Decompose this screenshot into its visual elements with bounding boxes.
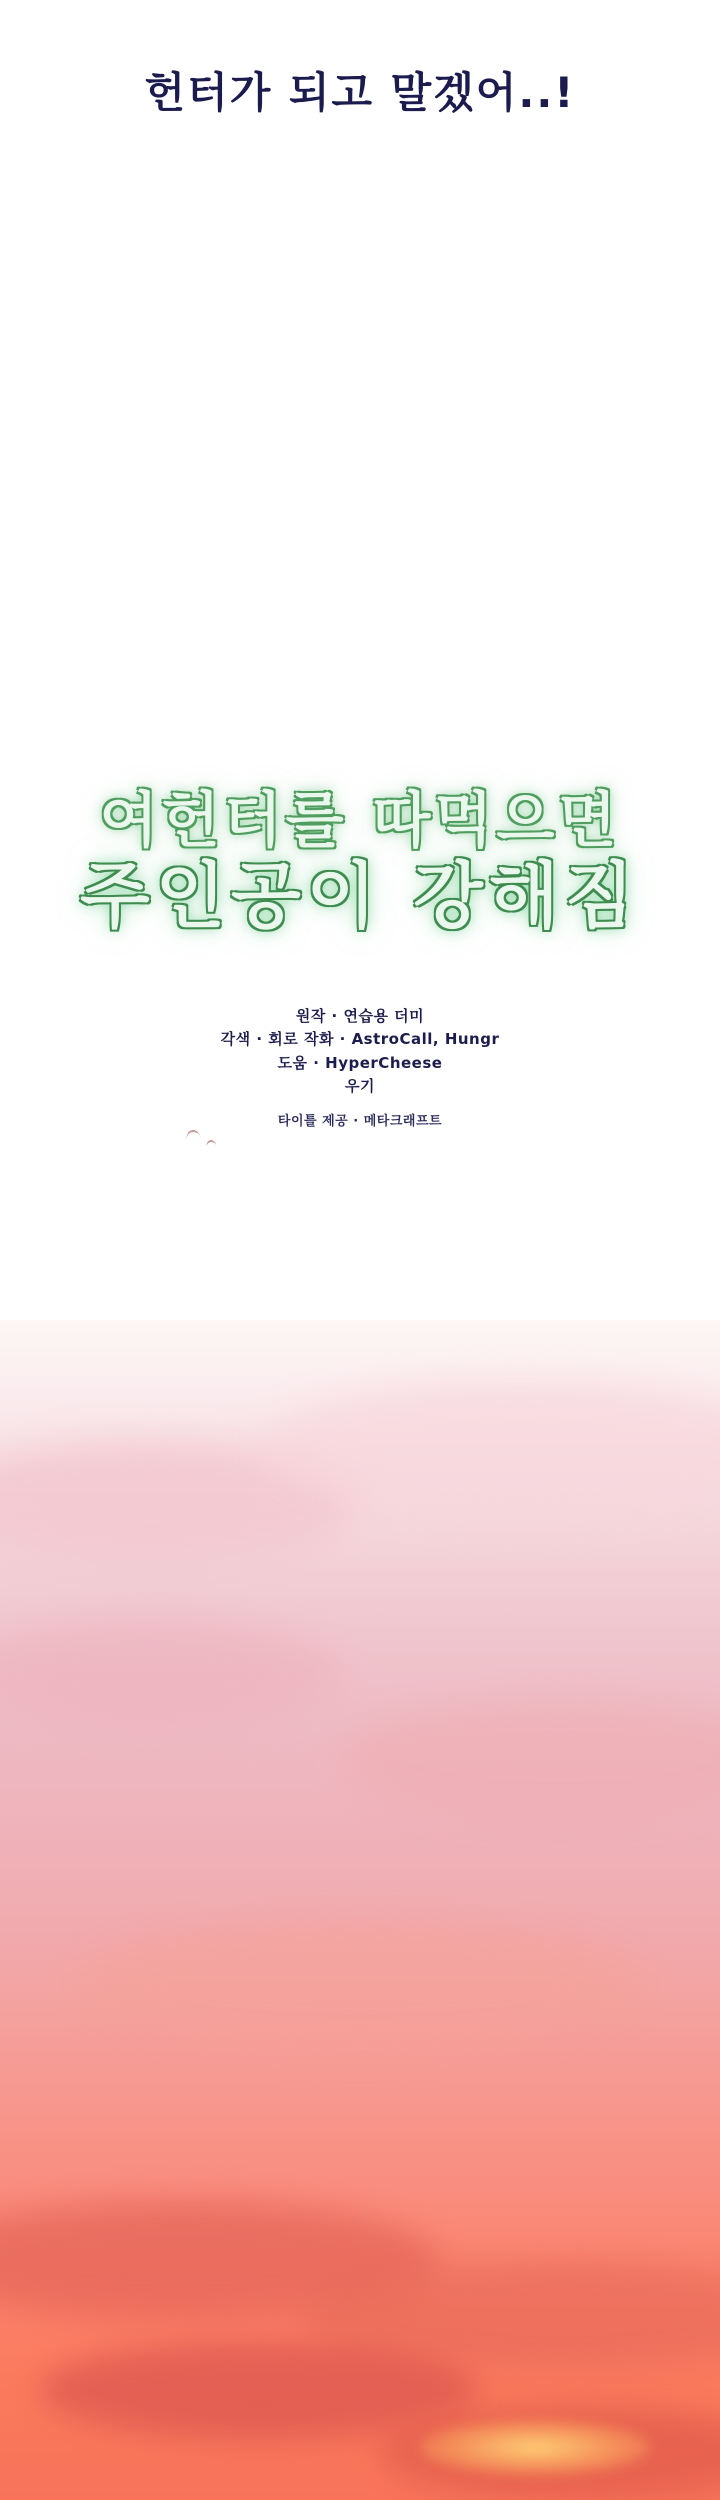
bird-silhouette <box>206 1139 217 1147</box>
episode-title-band <box>0 0 720 180</box>
credit-line: 각색 · 회로 작화 · AstroCall, Hungr <box>220 1030 500 1049</box>
series-logo-line-2: 주인공이 강해짐 <box>80 854 640 938</box>
title-provider-label: 타이틀 제공 · 메타크래프트 <box>277 1114 443 1129</box>
credit-line: 우기 <box>345 1076 375 1095</box>
credits-block <box>0 1005 720 1098</box>
cloud-shape <box>80 1920 640 2050</box>
sunset-artwork-panel <box>0 1320 720 2500</box>
series-logo-line-1: 여헌터를 따먹으면 <box>99 786 621 856</box>
series-logo <box>0 786 720 938</box>
title-provider-block <box>0 1110 720 1129</box>
sun-glow <box>420 2420 650 2475</box>
credit-line: 원작 · 연습용 더미 <box>295 1007 425 1025</box>
credit-line: 도움 · HyperCheese <box>277 1053 443 1072</box>
bird-silhouette <box>185 1129 200 1140</box>
episode-title: 헌터가 되고 말겠어..! <box>144 68 576 117</box>
